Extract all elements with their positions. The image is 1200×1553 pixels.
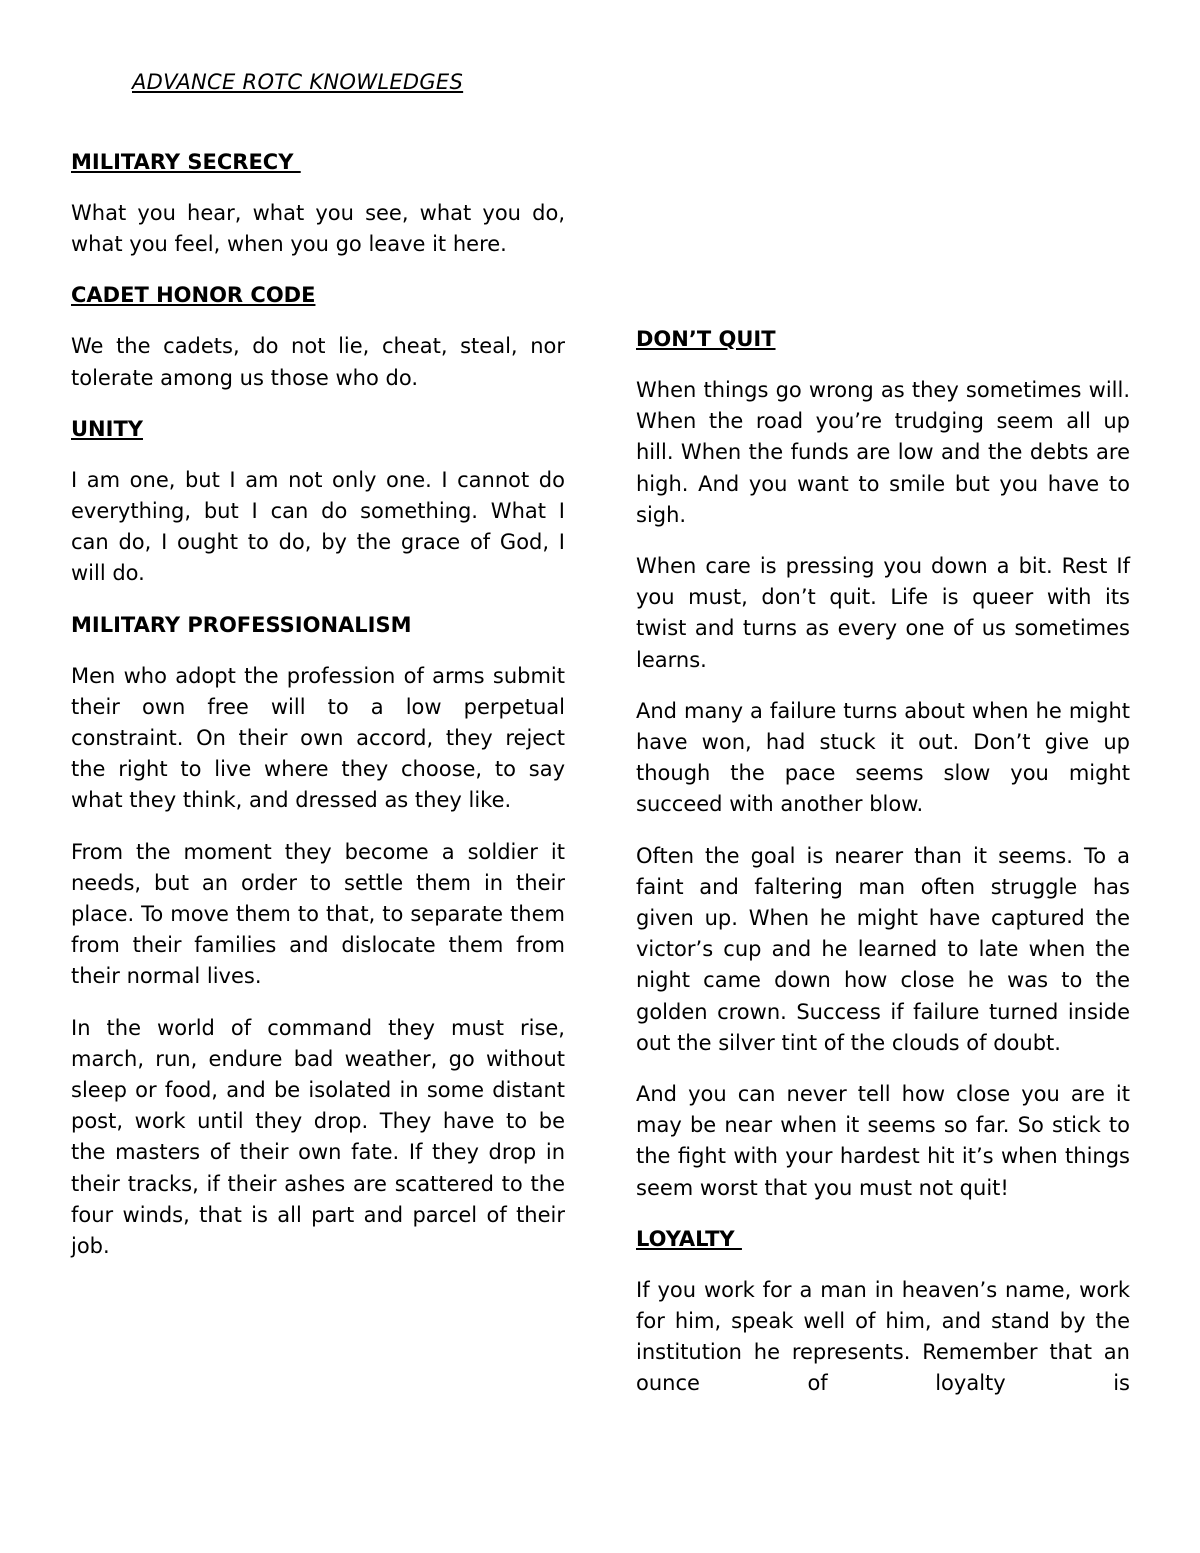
paragraph: We the cadets, do not lie, cheat, steal, nor tolerate among us those who do. bbox=[71, 334, 565, 390]
paragraph: From the moment they become a soldier it needs, but an order to settle them in their place. To move them to that, to separate them from their families and dislocate them from their normal lives. bbox=[71, 839, 565, 989]
section-heading: MILITARY SECRECY bbox=[71, 150, 301, 174]
paragraph: When things go wrong as they sometimes will. When the road you’re trudging seem all up hill. When the funds are low and the debts are high. And you want to smile but you have to sigh. bbox=[636, 378, 1130, 527]
paragraph: And many a failure turns about when he might have won, had stuck it out. Don’t give up though the pace seems slow you might succeed with another blow. bbox=[636, 698, 1130, 817]
section-military-professionalism bbox=[71, 610, 565, 1263]
section-unity bbox=[71, 414, 565, 590]
section-loyalty bbox=[636, 1224, 1130, 1400]
paragraph: When care is pressing you down a bit. Rest If you must, don’t quit. Life is queer with its twist and turns as every one of us sometimes learns. bbox=[636, 554, 1130, 672]
section-cadet-honor-code bbox=[71, 280, 565, 393]
paragraph: In the world of command they must rise, march, run, endure bad weather, go without sleep or food, and be isolated in some distant post, work until they drop. They have to be the masters of their own fate. If they drop in their tracks, if their ashes are scattered to the four winds, that is all part and parcel of their job. bbox=[71, 1015, 565, 1259]
left-column bbox=[71, 147, 565, 1282]
section-military-secrecy bbox=[71, 147, 565, 260]
section-heading: DON’T QUIT bbox=[636, 327, 776, 351]
document-title: ADVANCE ROTC KNOWLEDGES bbox=[132, 70, 464, 94]
section-heading: CADET HONOR CODE bbox=[71, 283, 316, 308]
paragraph: Men who adopt the profession of arms submit their own free will to a low perpetual constraint. On their own accord, they reject the right to live where they choose, to say what they think, and dressed as they like. bbox=[71, 663, 565, 813]
right-column bbox=[636, 324, 1130, 1420]
section-dont-quit bbox=[636, 324, 1130, 1204]
section-heading: LOYALTY bbox=[636, 1226, 742, 1251]
section-heading: UNITY bbox=[71, 416, 143, 441]
paragraph: I am one, but I am not only one. I cannot do everything, but I can do something. What I can do, I ought to do, by the grace of God, I will do. bbox=[71, 467, 565, 586]
paragraph: And you can never tell how close you are it may be near when it seems so far. So stick to the fight with your hardest hit it’s when things seem worst that you must not quit! bbox=[636, 1082, 1130, 1200]
paragraph: What you hear, what you see, what you do, what you feel, when you go leave it here. bbox=[71, 201, 565, 257]
section-heading: MILITARY PROFESSIONALISM bbox=[71, 612, 412, 637]
paragraph: Often the goal is nearer than it seems. To a faint and faltering man often struggle has given up. When he might have captured the victor’s cup and he learned to late when the night came down how close he was to the golden crown. Success if failure turned inside out the silver tint of the clouds of doubt. bbox=[636, 843, 1130, 1055]
paragraph: If you work for a man in heaven’s name, work for him, speak well of him, and stand by the institution he represents. Remember that an ounce of loyalty is bbox=[636, 1277, 1130, 1396]
